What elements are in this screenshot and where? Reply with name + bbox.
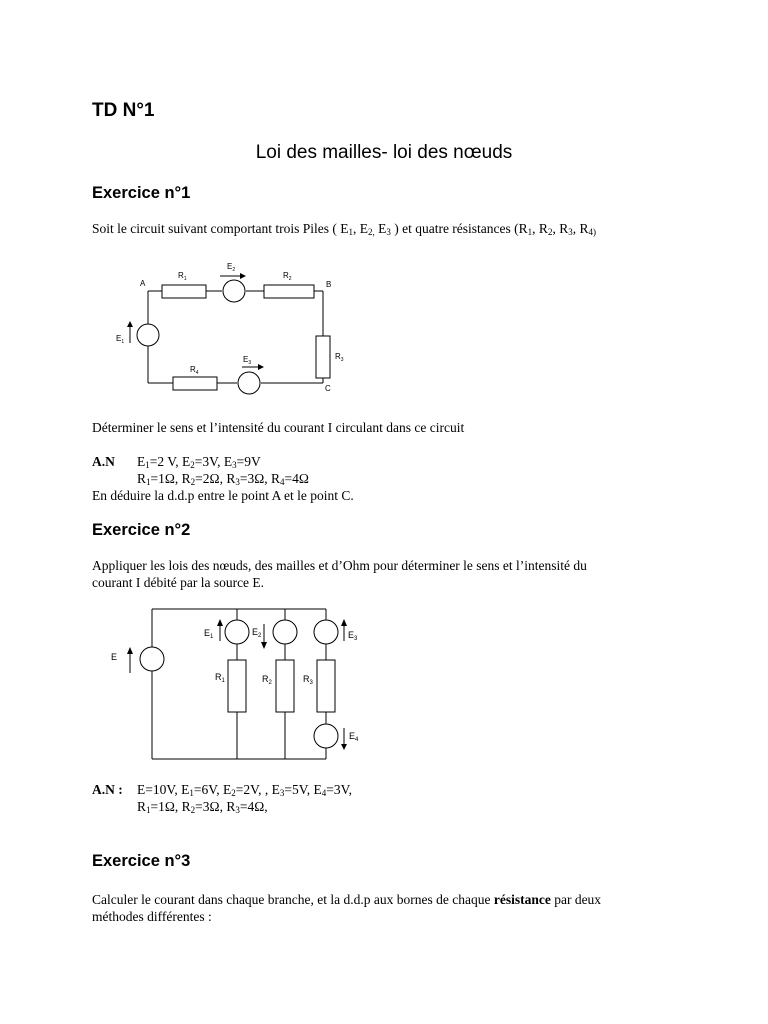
resistor-r2-label: $R_2$ [283, 271, 292, 282]
resistor-r1-label: $R_1$ [178, 271, 187, 282]
source-e1-label: $E_1$ [116, 334, 125, 345]
resistor-r3-label: $R_3$ [303, 674, 313, 686]
exercise-1-an-line1: $E_1=2$ V, $E_2=3V$, $E_3=9V$ [137, 454, 261, 470]
exercise-2-an-line2: $R_1=1\Omega$, $R_2=3\Omega$, $R_3=4\Omega$, [137, 799, 268, 815]
page-title: Loi des mailles- loi des nœuds [255, 142, 513, 163]
exercise-2-intro-line1: Appliquer les lois des nœuds, des mailles et d’Ohm pour déterminer le sens et l’intensité du [92, 558, 587, 573]
exercise-1-an-label: A.N [92, 454, 115, 469]
exercise-1-an-line2: $R_1=1\Omega$, $R_2=2\Omega$, $R_3=3\Omega$, $R_4=4\Omega$ [137, 471, 309, 487]
source-e2-label: $E_2$ [227, 262, 236, 273]
source-e1-label: $E_1$ [204, 628, 214, 640]
exercise-1-deduce: En déduire la d.d.p entre le point A et le point C. [92, 488, 354, 503]
exercise-2-an-line1: E=10V, $E_1=6V$, $E_2=2V$, , $E_3=5V$, $E_4=3V$, [137, 782, 352, 798]
circuit-diagram-1 [110, 255, 360, 400]
exercise-3-heading: Exercice n°3 [92, 852, 191, 870]
resistor-r1-label: $R_1$ [215, 672, 225, 684]
exercise-2-intro-line2: courant I débité par la source E. [92, 575, 265, 590]
source-e-label: E [111, 652, 118, 662]
source-e4-label: $E_4$ [349, 731, 359, 743]
exercise-2-heading: Exercice n°2 [92, 521, 191, 539]
exercise-2-an-label: A.N : [92, 782, 123, 797]
exercise-3-intro-line1: Calculer le courant dans chaque branche, et la d.d.p aux bornes de chaque résistance par deux [92, 892, 602, 907]
source-e2-label: $E_2$ [252, 627, 262, 639]
exercise-1-intro: Soit le circuit suivant comportant trois Piles ( $E_1$, $E_{2,}$ $E_3$ ) et quatre résistances ($R_1$, $R_2$, $R_3$, $R_{4)}$ [92, 221, 596, 237]
node-c-label: C [325, 384, 331, 393]
resistor-r3-label: $R_3$ [335, 352, 344, 363]
resistor-r2-label: $R_2$ [262, 674, 272, 686]
exercise-3-intro-line2: méthodes différentes : [92, 909, 212, 924]
circuit-diagram-2 [100, 600, 360, 765]
td-title: TD N°1 [92, 100, 155, 121]
resistor-r4-label: $R_4$ [190, 365, 199, 376]
node-b-label: B [326, 280, 332, 289]
node-a-label: A [140, 279, 146, 288]
exercise-1-heading: Exercice n°1 [92, 184, 191, 202]
exercise-1-question: Déterminer le sens et l’intensité du courant I circulant dans ce circuit [92, 420, 465, 435]
source-e3-label: $E_3$ [348, 630, 358, 642]
source-e3-label: $E_3$ [243, 355, 252, 366]
